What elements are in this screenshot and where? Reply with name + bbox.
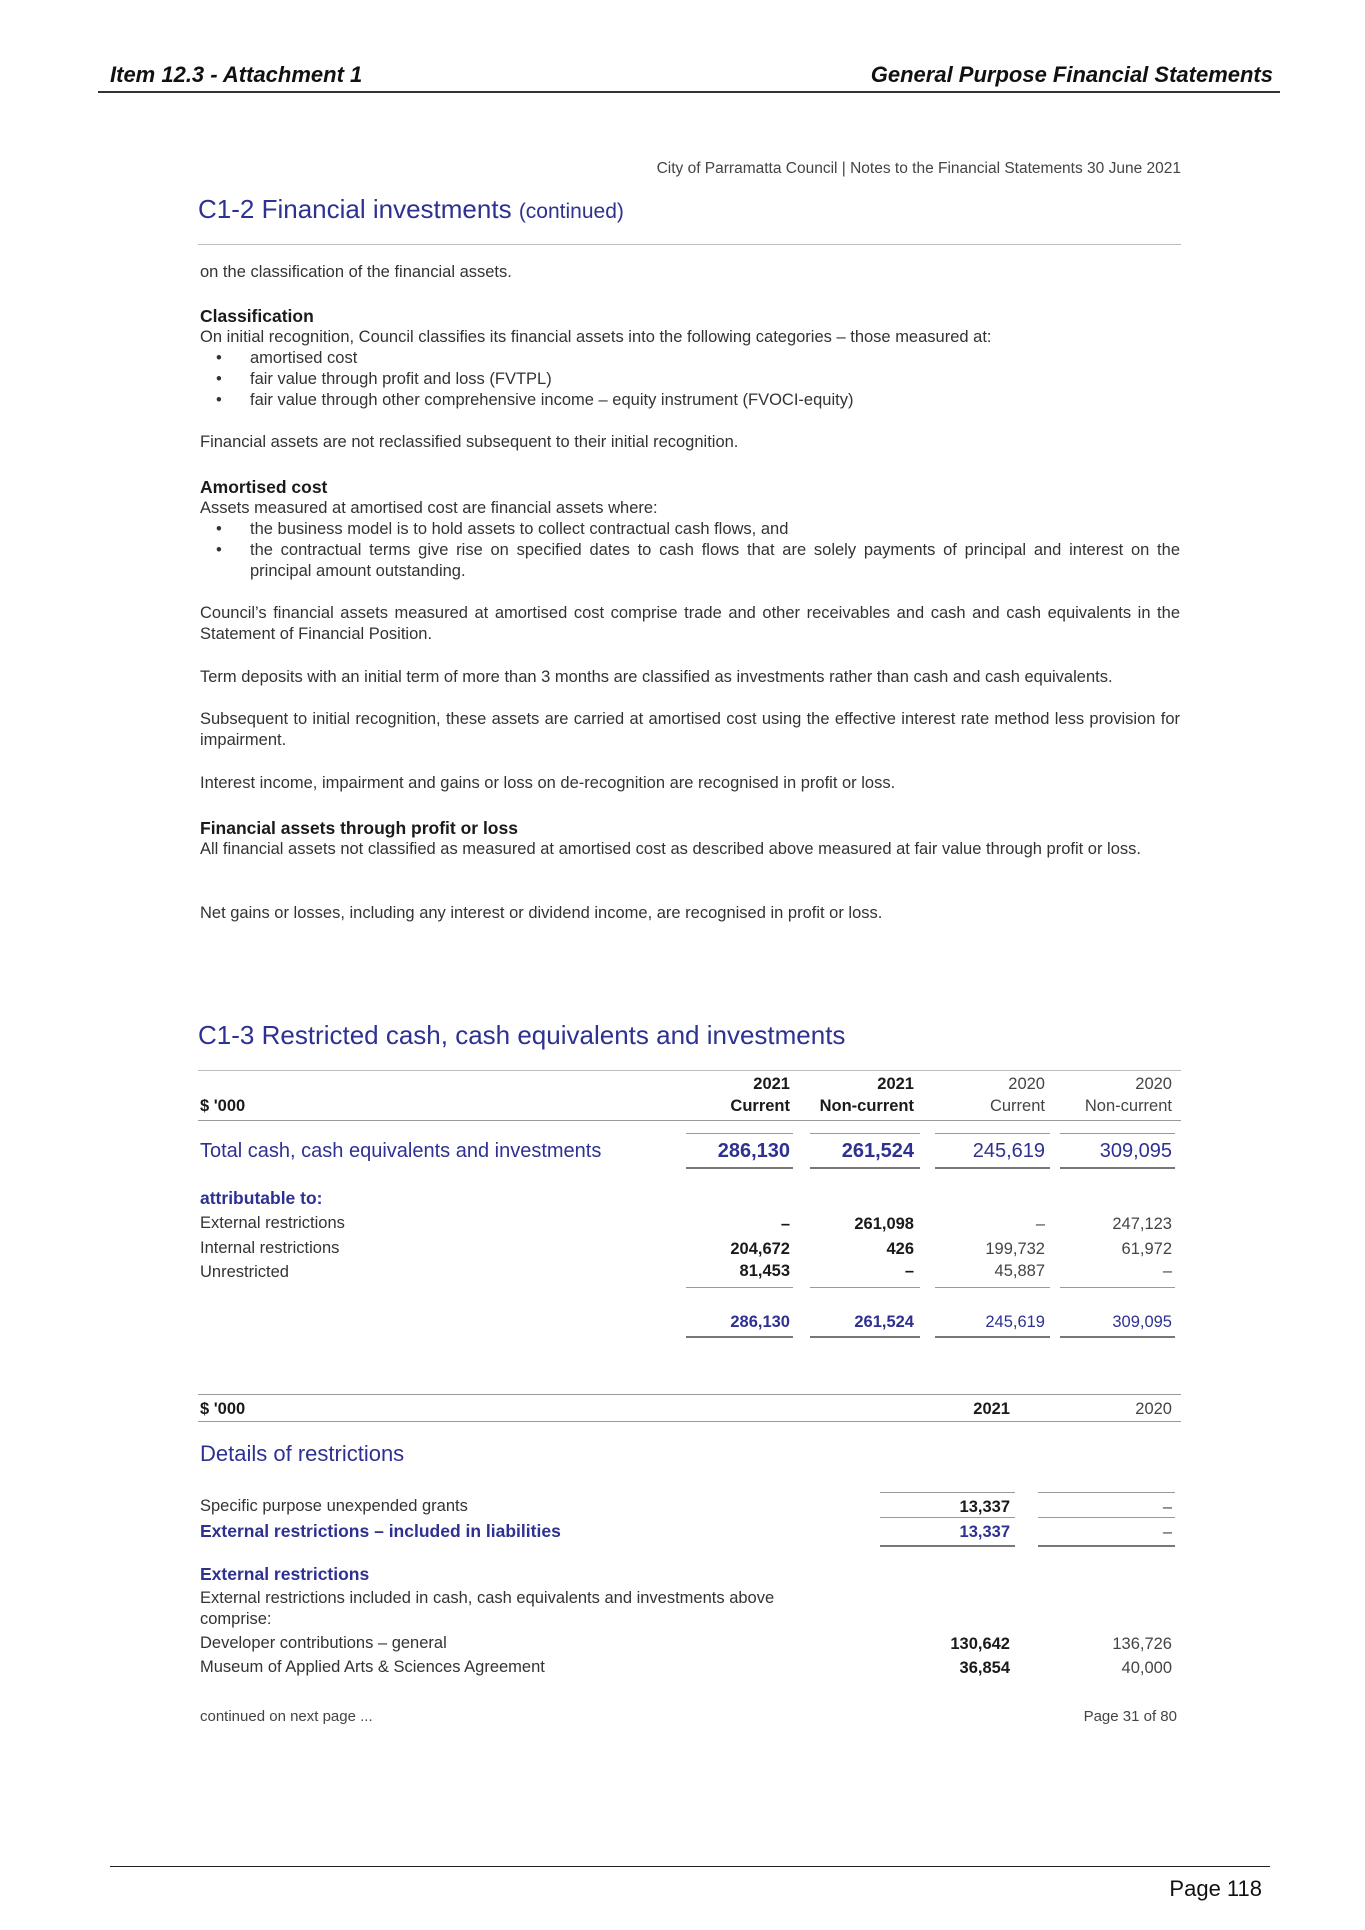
cell-rule	[810, 1336, 920, 1338]
section-c1-2-title: C1-2 Financial investments	[198, 194, 512, 224]
table-cell: 199,732	[985, 1240, 1045, 1258]
column-header-year: 2021	[877, 1075, 914, 1093]
table-cell: 204,672	[730, 1240, 790, 1258]
column-header-year: 2020	[1008, 1075, 1045, 1093]
cell-rule	[1038, 1517, 1175, 1518]
table-cell: 426	[886, 1240, 914, 1258]
sum-2021-noncurrent: 261,524	[854, 1313, 914, 1331]
table-cell: 81,453	[739, 1262, 790, 1280]
table-cell: –	[780, 1215, 790, 1233]
external-restrictions-heading: External restrictions	[200, 1564, 370, 1584]
amortised-list	[216, 519, 1180, 582]
table-cell: –	[1035, 1215, 1045, 1233]
external-restrictions-text: External restrictions included in cash, cash equivalents and investments above comprise:	[200, 1589, 775, 1628]
cell-rule	[1060, 1287, 1175, 1288]
table-cell: 13,337	[959, 1498, 1010, 1516]
cell-rule	[686, 1133, 793, 1134]
cell-rule	[935, 1336, 1050, 1338]
table-cell: 261,098	[854, 1215, 914, 1233]
cell-rule	[935, 1133, 1050, 1134]
cell-rule	[935, 1287, 1050, 1288]
total-2020-current: 245,619	[972, 1140, 1045, 1162]
sum-2020-current: 245,619	[985, 1313, 1045, 1331]
list-item: • amortised cost	[216, 348, 1180, 369]
table-row-label: Specific purpose unexpended grants	[200, 1497, 468, 1515]
table-row-label: Unrestricted	[200, 1263, 289, 1281]
cell-rule	[1060, 1336, 1175, 1338]
section-c1-2-heading	[198, 194, 624, 225]
unit-label: $ '000	[200, 1097, 246, 1115]
attributable-label: attributable to:	[200, 1188, 323, 1208]
list-item: • the business model is to hold assets to collect contractual cash flows, and	[216, 519, 1180, 540]
reclassification-note: Financial assets are not reclassified subsequent to their initial recognition.	[200, 433, 739, 451]
total-2021-current: 286,130	[717, 1140, 790, 1162]
table-row-label: External restrictions	[200, 1214, 345, 1232]
page-number: Page 118	[1169, 1876, 1262, 1901]
cell-rule	[1038, 1492, 1175, 1493]
cell-rule	[810, 1167, 920, 1169]
table-header-rule	[198, 1394, 1181, 1395]
cell-rule	[880, 1492, 1015, 1493]
column-header-type: Current	[730, 1097, 790, 1115]
column-header-type: Non-current	[1084, 1097, 1172, 1115]
amortised-paragraph-1: Council’s financial assets measured at amortised cost comprise trade and other receivables and cash and cash equivalents in the Statement of Financial Position.	[200, 604, 1180, 643]
table-row-label: Museum of Applied Arts & Sciences Agreement	[200, 1658, 545, 1676]
section-divider	[198, 244, 1181, 245]
fvtpl-paragraph-2: Net gains or losses, including any interest or dividend income, are recognised in profit or loss.	[200, 904, 883, 922]
table-cell: 45,887	[994, 1262, 1045, 1280]
column-header-year: 2021	[753, 1075, 790, 1093]
cell-rule	[686, 1167, 793, 1169]
cell-rule	[1060, 1167, 1175, 1169]
amortised-paragraph-2: Term deposits with an initial term of more than 3 months are classified as investments rather than cash and cash equivalents.	[200, 668, 1113, 686]
table-row-label: External restrictions – included in liabilities	[200, 1521, 561, 1541]
section-divider	[198, 1070, 1181, 1071]
page-of-label: Page 31 of 80	[1083, 1708, 1177, 1725]
list-item: • fair value through profit and loss (FVTPL)	[216, 369, 1180, 390]
column-header-year: 2020	[1135, 1075, 1172, 1093]
table-row-label: Developer contributions – general	[200, 1634, 447, 1652]
cell-rule	[810, 1287, 920, 1288]
total-row-label: Total cash, cash equivalents and investments	[200, 1140, 602, 1162]
amortised-text: Assets measured at amortised cost are financial assets where:	[200, 499, 658, 517]
list-item: • fair value through other comprehensive income – equity instrument (FVOCI-equity)	[216, 390, 1180, 411]
section-c1-3-heading: C1-3 Restricted cash, cash equivalents and investments	[198, 1020, 846, 1050]
cell-rule	[880, 1545, 1015, 1547]
details-of-restrictions-heading: Details of restrictions	[200, 1441, 405, 1466]
table-cell: 40,000	[1121, 1659, 1172, 1677]
footer-divider	[110, 1866, 1270, 1867]
list-item: • the contractual terms give rise on specified dates to cash flows that are solely payments of principal and interest on the principal amount outstanding.	[216, 540, 1180, 582]
attachment-item-label: Item 12.3 - Attachment 1	[110, 62, 363, 87]
table-cell: 36,854	[959, 1659, 1010, 1677]
table-cell: –	[1162, 1523, 1172, 1541]
table-cell: –	[904, 1262, 914, 1280]
attachment-doc-title: General Purpose Financial Statements	[870, 62, 1273, 87]
table-cell: –	[1162, 1498, 1172, 1516]
classification-text: On initial recognition, Council classifies its financial assets into the following categories – those measured at:	[200, 328, 992, 346]
document-caption: City of Parramatta Council | Notes to the Financial Statements 30 June 2021	[656, 160, 1181, 177]
cell-rule	[1060, 1133, 1175, 1134]
table-header-rule	[198, 1421, 1181, 1422]
table-header-rule	[198, 1120, 1181, 1121]
cell-rule	[686, 1287, 793, 1288]
total-2021-noncurrent: 261,524	[841, 1140, 914, 1162]
unit-label: $ '000	[200, 1400, 246, 1418]
column-header-year: 2020	[1135, 1400, 1172, 1418]
classification-list	[216, 348, 1180, 411]
table-cell: 247,123	[1112, 1215, 1172, 1233]
cell-rule	[1038, 1545, 1175, 1547]
cell-rule	[935, 1167, 1050, 1169]
table-cell: 13,337	[959, 1523, 1010, 1541]
column-header-type: Non-current	[819, 1097, 914, 1115]
cell-rule	[810, 1133, 920, 1134]
column-header-type: Current	[989, 1097, 1045, 1115]
table-cell: 61,972	[1121, 1240, 1172, 1258]
table-row-label: Internal restrictions	[200, 1239, 340, 1257]
cell-rule	[880, 1517, 1015, 1518]
continued-note: continued on next page ...	[200, 1708, 373, 1725]
column-header-year: 2021	[973, 1400, 1010, 1418]
fvtpl-paragraph-1: All financial assets not classified as measured at amortised cost as described above measured at fair value through profit or loss.	[200, 840, 1141, 858]
table-cell: –	[1162, 1262, 1172, 1280]
sum-2020-noncurrent: 309,095	[1112, 1313, 1172, 1331]
table-cell: 130,642	[950, 1635, 1010, 1653]
cell-rule	[686, 1336, 793, 1338]
continued-label: (continued)	[518, 200, 624, 223]
table-cell: 136,726	[1112, 1635, 1172, 1653]
sum-2021-current: 286,130	[730, 1313, 790, 1331]
intro-paragraph: on the classification of the financial assets.	[200, 263, 512, 281]
fvtpl-heading: Financial assets through profit or loss	[200, 818, 518, 838]
classification-heading: Classification	[200, 306, 314, 326]
total-2020-noncurrent: 309,095	[1099, 1140, 1172, 1162]
header-divider	[98, 91, 1280, 93]
amortised-heading: Amortised cost	[200, 477, 328, 497]
amortised-paragraph-3: Subsequent to initial recognition, these assets are carried at amortised cost using the effective interest rate method less provision for impairment.	[200, 710, 1180, 749]
amortised-paragraph-4: Interest income, impairment and gains or loss on de-recognition are recognised in profit or loss.	[200, 774, 896, 792]
